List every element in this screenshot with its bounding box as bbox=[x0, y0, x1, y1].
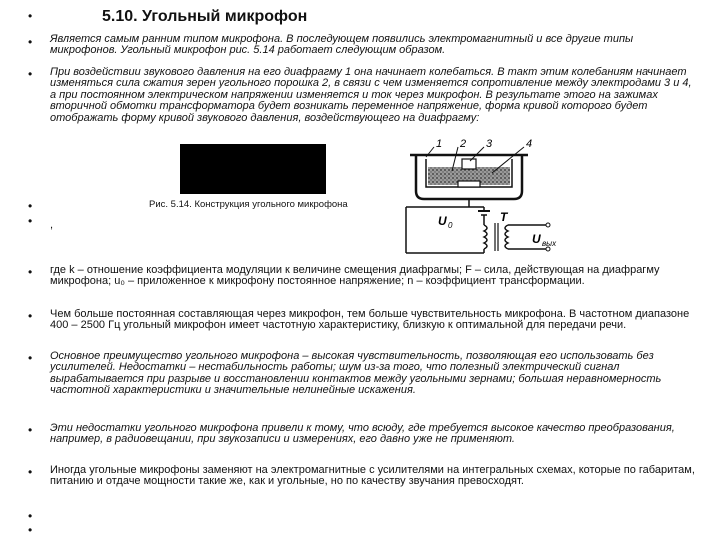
formula-image-placeholder bbox=[180, 144, 326, 194]
u0-label: U bbox=[438, 214, 447, 228]
bullet: • bbox=[28, 351, 33, 365]
label-3: 3 bbox=[486, 138, 493, 150]
uout-label: U bbox=[532, 232, 541, 246]
bullet: • bbox=[28, 265, 33, 279]
formula-explanation: где k – отношение коэффициента модуляции к величине смещения диафрагмы; F – сила, действующая на диафрагму микрофона; u₀ – приложенное к микрофону постоянное напряжение; n – коэффициент трансформации. bbox=[50, 264, 660, 288]
u0-subscript: 0 bbox=[448, 221, 453, 230]
bullet: • bbox=[28, 9, 33, 23]
label-2: 2 bbox=[460, 138, 467, 150]
microphone-diagram bbox=[396, 133, 580, 265]
figure-caption: Рис. 5.14. Конструкция угольного микрофона bbox=[149, 199, 348, 210]
body-paragraph-replacement: Иногда угольные микрофоны заменяют на электромагнитные с усилителями на интегральных схемах, которые по габаритам, питанию и отдаче мощности такие же, как и угольные, но по качеству звучания превосходят. bbox=[50, 464, 695, 488]
formula-punctuation: , bbox=[50, 219, 54, 231]
bullet: • bbox=[28, 423, 33, 437]
intro-paragraph-2: При воздействии звукового давления на его диафрагму 1 она начинает колебаться. В такт этим колебаниям начинает изменяться сила сжатия зерен угольного порошка 2, в связи с чем изменяется сопротивление между электродами 3 и 4, а при постоянном электрическом напряжении изменяется и ток через микрофон. В результате этого на зажимах вторичной обмотки трансформатора будет возникать переменное напряжение, форма кривой которого будет отображать форму кривой звукового давления, воздействующего на диафрагму: bbox=[50, 66, 692, 124]
transformer-label: T bbox=[500, 210, 508, 224]
bullet: • bbox=[28, 67, 33, 81]
bullet: • bbox=[28, 523, 33, 537]
bullet: • bbox=[28, 309, 33, 323]
label-4: 4 bbox=[526, 138, 533, 150]
page-title: 5.10. Угольный микрофон bbox=[102, 8, 308, 25]
body-paragraph-sensitivity: Чем больше постоянная составляющая через микрофон, тем больше чувствительность микрофона. В частотном диапазоне 400 – 2500 Гц угольный микрофон имеет частотную характеристику, близкую к оптимальной для передачи речи. bbox=[50, 308, 690, 332]
bullet: • bbox=[28, 465, 33, 479]
intro-paragraph-1: Является самым ранним типом микрофона. В последующем появились электромагнитный и все другие типы микрофонов. Угольный микрофон рис. 5.14 работает следующим образом. bbox=[50, 33, 634, 57]
body-paragraph-advantages: Основное преимущество угольного микрофона – высокая чувствительность, позволяющая его использовать без усилителей. Недостатки – нестабильность работы; шум из-за того, что полезный электрический сигнал вырабатывается при разрыве и восстановлении контактов между угольными зернами; большая неравномерность частотной характеристики и значительные нелинейные искажения. bbox=[50, 350, 662, 397]
bullet: • bbox=[28, 199, 33, 213]
bullet: • bbox=[28, 509, 33, 523]
uout-subscript: вых bbox=[542, 239, 557, 248]
label-1: 1 bbox=[436, 138, 443, 150]
bullet: • bbox=[28, 35, 33, 49]
body-paragraph-drawbacks: Эти недостатки угольного микрофона привели к тому, что всюду, где требуется высокое качество преобразования, например, в радиовещании, при звукозаписи и измерениях, его давно уже не применяют. bbox=[50, 422, 675, 446]
bullet: • bbox=[28, 214, 33, 228]
